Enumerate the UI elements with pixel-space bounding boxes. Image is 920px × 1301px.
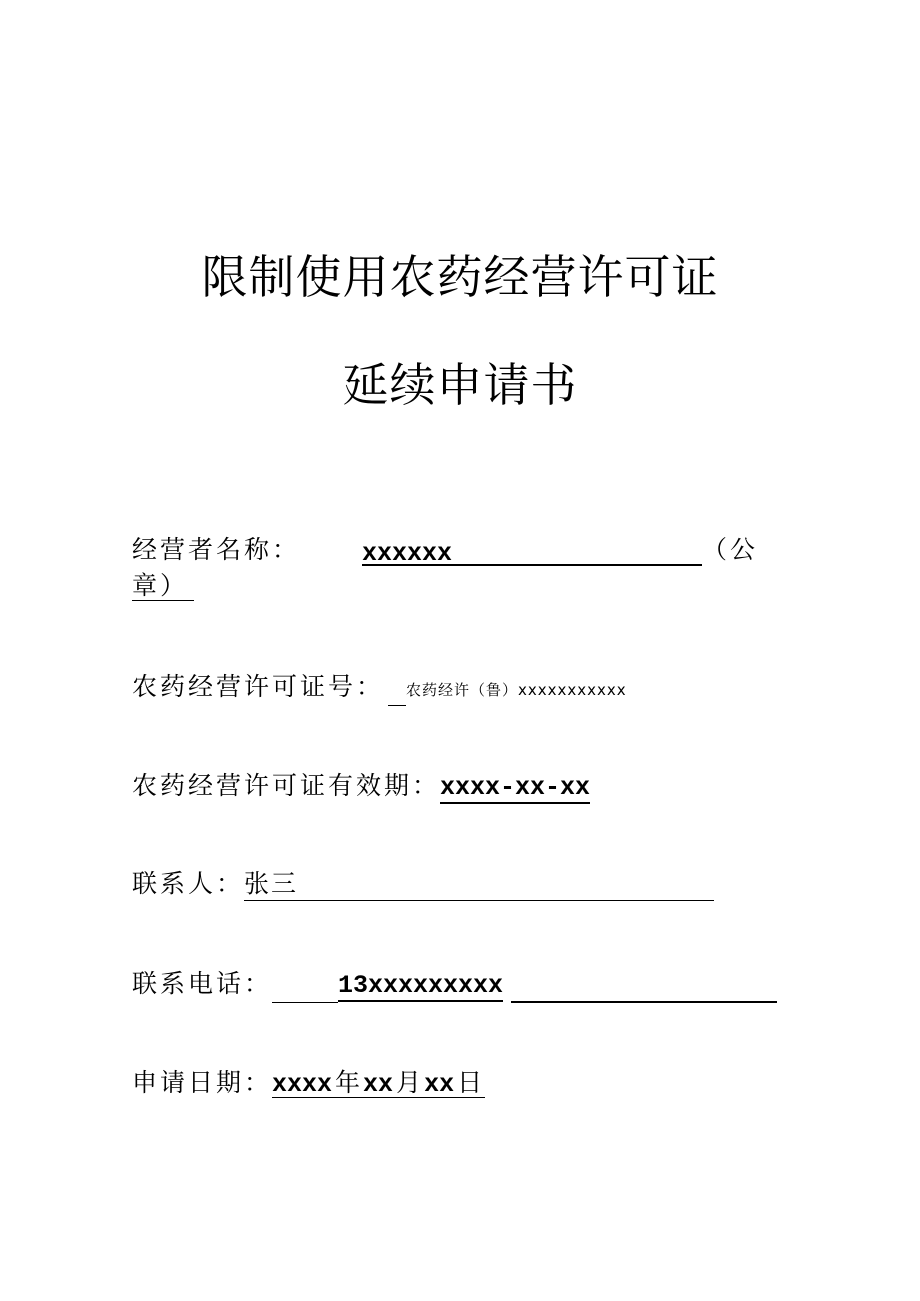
operator-name-field: [362, 536, 702, 566]
date-day-unit: 日: [457, 1068, 483, 1097]
blank-line: [511, 977, 777, 1003]
application-date-value: [272, 1068, 485, 1098]
date-year-unit: 年: [335, 1068, 361, 1097]
blank-line: [388, 685, 406, 706]
seal-note-part1: （公: [702, 535, 759, 564]
document-title-line1: 限制使用农药经营许可证: [201, 250, 719, 304]
contact-person-value: 张三: [244, 868, 714, 901]
date-month-unit: 月: [396, 1068, 422, 1097]
seal-note-part2: 章）: [132, 571, 194, 601]
date-day: xx: [424, 1070, 455, 1099]
application-date-label: 申请日期：: [132, 1068, 273, 1097]
date-year: xxxx: [272, 1070, 333, 1099]
contact-phone-label: 联系电话：: [132, 969, 273, 998]
contact-person-label: 联系人：: [132, 869, 245, 898]
license-validity-label: 农药经营许可证有效期：: [132, 771, 441, 800]
blank-line: [272, 978, 338, 1003]
license-number-row: [132, 671, 627, 706]
document-title-line2: 延续申请书: [342, 358, 578, 412]
contact-phone-row: [132, 968, 777, 1003]
date-month: xx: [363, 1070, 394, 1099]
license-validity-row: [132, 770, 590, 804]
operator-name-row: [132, 534, 758, 566]
operator-name-label: 经营者名称：: [132, 535, 301, 564]
application-date-row: [132, 1067, 485, 1101]
license-validity-value: xxxx-xx-xx: [440, 773, 591, 802]
operator-name-value: xxxxxx: [362, 539, 453, 568]
operator-name-row-continued: [132, 570, 194, 602]
license-number-label: 农药经营许可证号：: [132, 672, 385, 701]
contact-person-row: [132, 868, 714, 901]
license-number-value: 农药经许（鲁）xxxxxxxxxxx: [406, 681, 627, 699]
contact-phone-value: 13xxxxxxxxx: [338, 971, 504, 1000]
